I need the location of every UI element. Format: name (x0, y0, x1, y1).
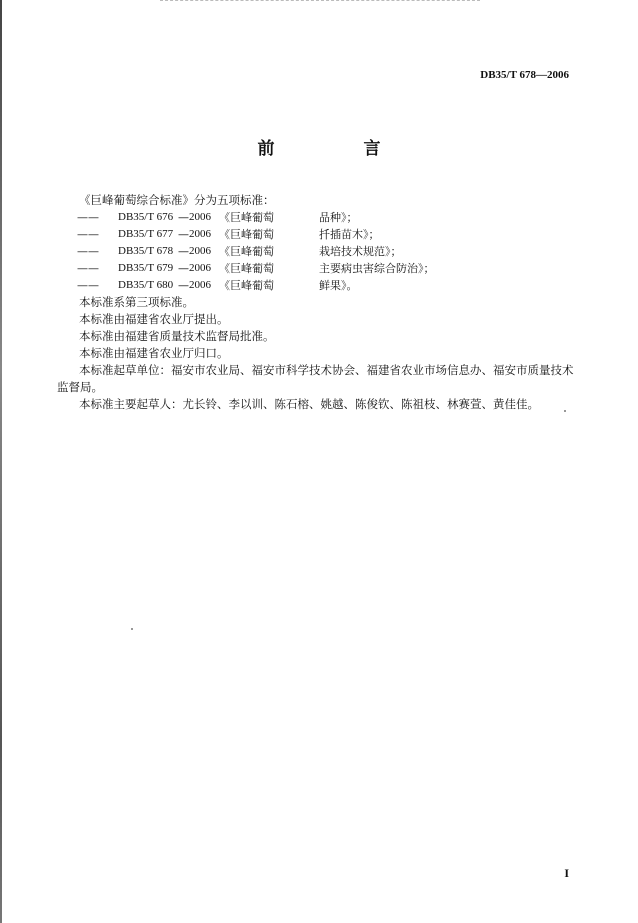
part-code: DB35/T 677 (118, 228, 174, 240)
managed-by-statement: 本标准由福建省农业厅归口。 (79, 346, 229, 360)
drafting-units-line2: 监督局。 (57, 380, 103, 394)
list-dash: —— (77, 279, 99, 292)
part-name: 主要病虫害综合防治》； (319, 262, 435, 275)
part-code: DB35/T 680 (118, 279, 174, 291)
part-year: 2006 (189, 211, 211, 223)
part-year: 2006 (189, 262, 211, 274)
list-item (57, 277, 577, 294)
part-name: 栽培技术规范》； (319, 245, 402, 258)
drafting-units-line1: 本标准起草单位：福安市农业局、福安市科学技术协会、福建省农业市场信息办、福安市质量技术 (79, 363, 574, 377)
drafters-statement: 本标准主要起草人：尤长铃、李以训、陈石榕、姚越、陈俊钦、陈祖枝、林赛萱、黄佳佳。 (79, 397, 539, 411)
list-dash: —— (77, 228, 99, 241)
part-code: DB35/T 679 (118, 262, 174, 274)
part-name: 扦插苗木》； (319, 228, 380, 241)
part-series-name: 《巨峰葡萄 (219, 279, 274, 292)
part-year: 2006 (189, 279, 211, 291)
list-item (57, 260, 577, 277)
part-year: 2006 (189, 228, 211, 240)
third-part-statement: 本标准系第三项标准。 (79, 295, 194, 309)
list-dash: —— (77, 245, 99, 258)
part-name: 品种》； (319, 211, 358, 224)
part-sep: — (178, 245, 189, 258)
approved-by-statement: 本标准由福建省质量技术监督局批准。 (79, 329, 275, 343)
part-sep: — (178, 211, 189, 224)
part-code: DB35/T 678 (118, 245, 174, 257)
part-series-name: 《巨峰葡萄 (219, 228, 274, 241)
part-sep: — (178, 228, 189, 241)
list-item (57, 226, 577, 243)
list-dash: —— (77, 262, 99, 275)
part-year: 2006 (189, 245, 211, 257)
part-sep: — (178, 279, 189, 292)
intro-paragraph: 《巨峰葡萄综合标准》分为五项标准： (79, 193, 275, 207)
list-item (57, 243, 577, 260)
part-series-name: 《巨峰葡萄 (219, 262, 274, 275)
standard-code: DB35/T 678—2006 (480, 69, 569, 81)
page-title: 前 言 (257, 139, 417, 159)
scan-speck (564, 410, 566, 412)
part-name: 鲜果》。 (319, 279, 358, 292)
part-sep: — (178, 262, 189, 275)
list-dash: —— (77, 211, 99, 224)
part-series-name: 《巨峰葡萄 (219, 211, 274, 224)
parts-list (57, 209, 577, 294)
part-series-name: 《巨峰葡萄 (219, 245, 274, 258)
foreword-body (57, 192, 577, 413)
part-code: DB35/T 676 (118, 211, 174, 223)
scan-speck (131, 628, 133, 630)
proposed-by-statement: 本标准由福建省农业厅提出。 (79, 312, 229, 326)
scan-edge-top (160, 0, 480, 2)
page-number: I (564, 866, 569, 880)
list-item (57, 209, 577, 226)
